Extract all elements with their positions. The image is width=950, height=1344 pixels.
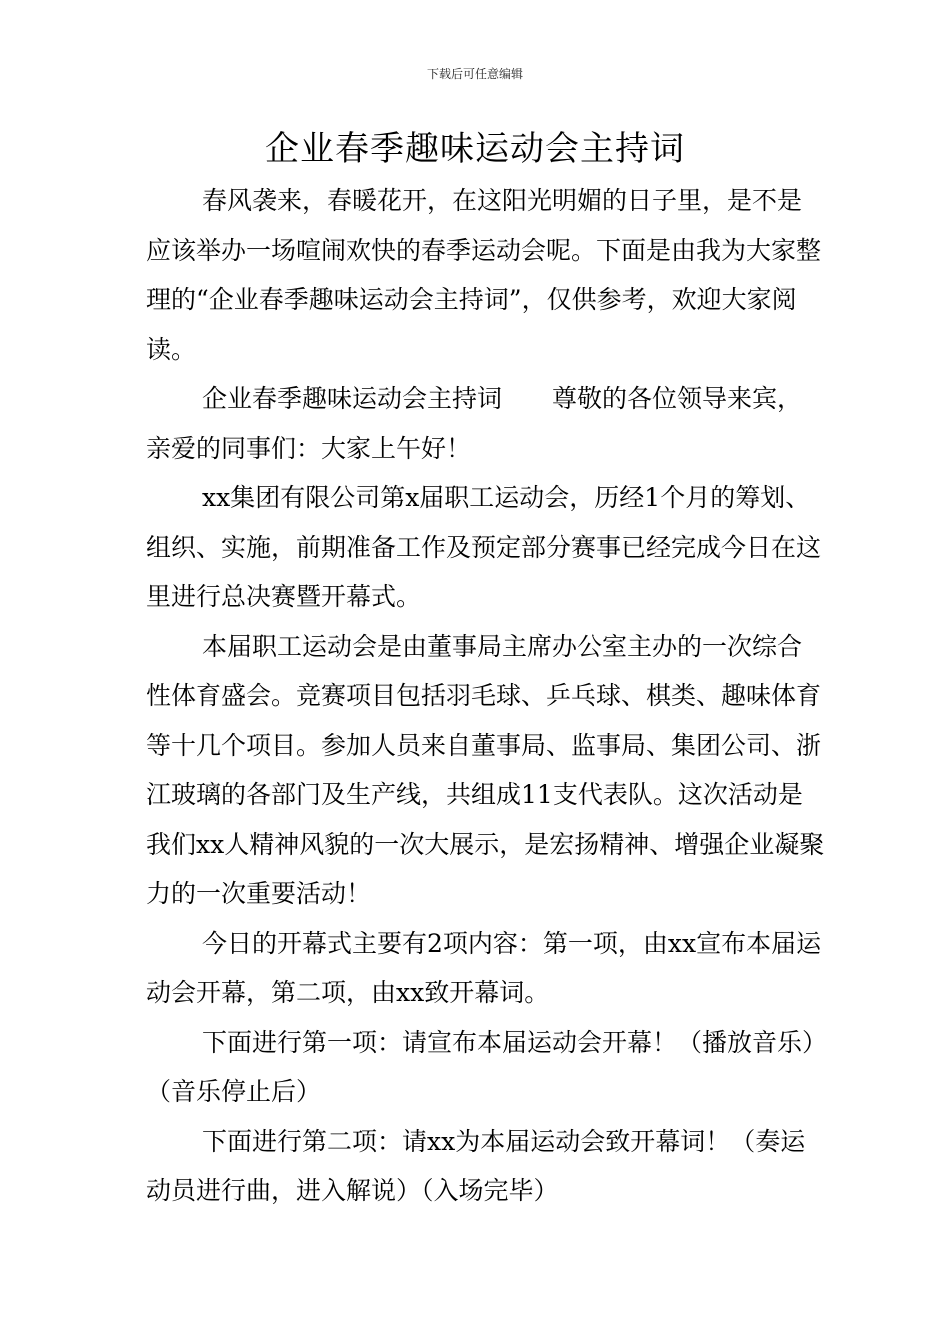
paragraph-event-overview: xx集团有限公司第x届职工运动会，历经1个月的筹划、组织、实施，前期准备工作及预定部分赛事已经完成今日在这里进行总决赛暨开幕式。 xyxy=(146,483,822,611)
paragraph-event-details: 本届职工运动会是由董事局主席办公室主办的一次综合性体育盛会。竞赛项目包括羽毛球、乒乓球、棋类、趣味体育等十几个项目。参加人员来自董事局、监事局、集团公司、浙江玻璃的各部门及生产线，共组成11支代表队。这次活动是我们xx人精神风貌的一次大展示，是宏扬精神、增强企业凝聚力的一次重要活动！ xyxy=(146,631,825,908)
paragraph-item-one: 下面进行第一项：请宣布本届运动会开幕！（播放音乐）（音乐停止后） xyxy=(146,1027,815,1106)
document-title: 企业春季趣味运动会主持词 xyxy=(265,129,685,169)
paragraph-item-two: 下面进行第二项：请xx为本届运动会致开幕词！（奏运动员进行曲，进入解说）（入场完毕） xyxy=(146,1126,806,1205)
paragraph-intro: 春风袭来，春暖花开，在这阳光明媚的日子里，是不是应该举办一场喧闹欢快的春季运动会呢。下面是由我为大家整理的“企业春季趣味运动会主持词”，仅供参考，欢迎大家阅读。 xyxy=(146,186,822,364)
document-body xyxy=(146,176,826,1216)
header-note: 下载后可任意编辑 xyxy=(426,67,523,81)
paragraph-agenda: 今日的开幕式主要有2项内容：第一项，由xx宣布本届运动会开幕，第二项，由xx致开幕词。 xyxy=(146,928,822,1007)
paragraph-greeting: 企业春季趣味运动会主持词 尊敬的各位领导来宾，亲爱的同事们：大家上午好！ xyxy=(146,384,803,463)
